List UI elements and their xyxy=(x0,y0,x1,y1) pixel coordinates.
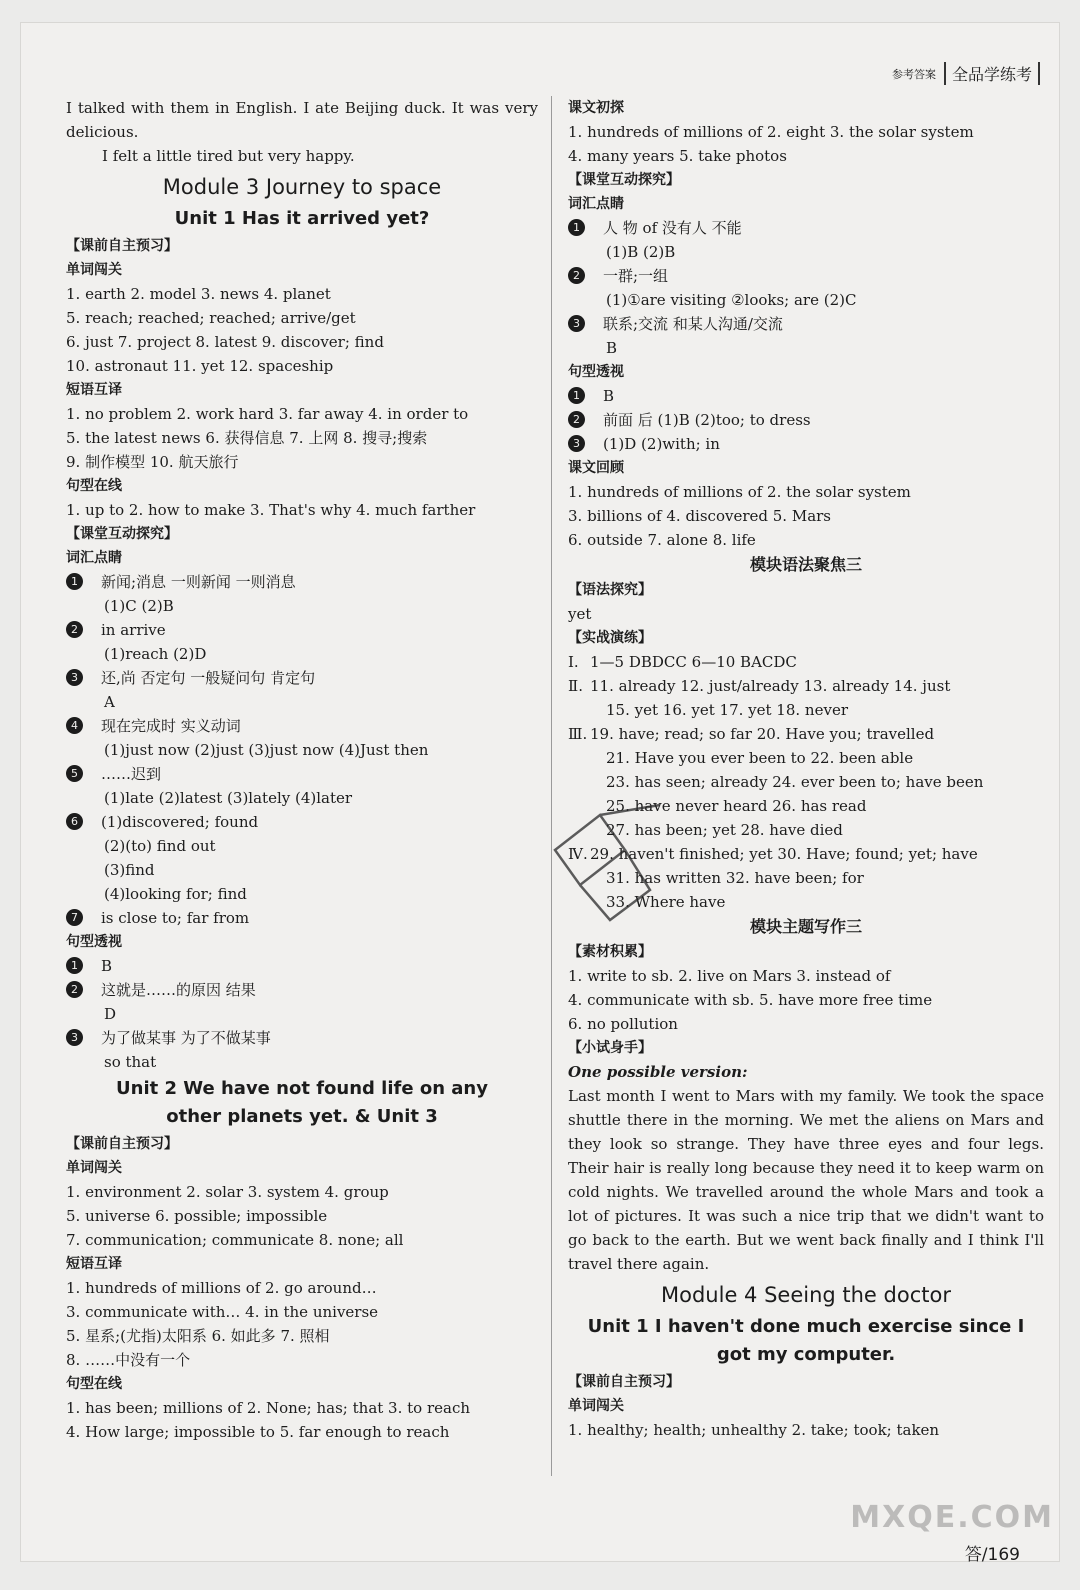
circle-number-icon: 1 xyxy=(568,387,585,404)
sub-answer: (1)C (2)B xyxy=(104,597,174,615)
circle-number-icon: 1 xyxy=(568,219,585,236)
circle-number-icon: 1 xyxy=(66,957,83,974)
answer-line: 1. has been; millions of 2. None; has; that 3. to reach xyxy=(66,1399,471,1417)
bracket-heading: 【课堂互动探究】 xyxy=(568,172,680,188)
right-column xyxy=(568,96,1044,1442)
answer-text: (1)discovered; found xyxy=(101,813,259,831)
page-number: 答/169 xyxy=(964,1545,1020,1565)
answer-line: 4. many years 5. take photos xyxy=(568,147,787,165)
numbered-answer xyxy=(568,384,1044,408)
section-label: 词汇点睛 xyxy=(568,196,624,212)
answer-text: ……迟到 xyxy=(101,765,162,783)
sub-answer: (1)late (2)latest (3)lately (4)later xyxy=(104,789,353,807)
answer-text: (1)D (2)with; in xyxy=(603,435,720,453)
answer-line: 1. hundreds of millions of 2. eight 3. the solar system xyxy=(568,123,974,141)
version-label: One possible version: xyxy=(568,1063,748,1081)
module-title: Module 3 Journey to space xyxy=(162,175,442,199)
section-label: 课文初探 xyxy=(568,100,624,116)
answer-line: 6. just 7. project 8. latest 9. discover; find xyxy=(66,333,384,351)
numbered-answer xyxy=(568,408,1044,432)
bracket-heading: 【素材积累】 xyxy=(568,944,652,960)
sub-answer: 27. has been; yet 28. have died xyxy=(606,821,843,839)
sub-answer: 31. has written 32. have been; for xyxy=(606,869,864,887)
sub-answer: (1)just now (2)just (3)just now (4)Just then xyxy=(104,741,429,759)
answer-line: 9. 制作模型 10. 航天旅行 xyxy=(66,453,239,471)
sub-answer: 21. Have you ever been to 22. been able xyxy=(606,749,914,767)
sub-answer: (3)find xyxy=(104,861,155,879)
section-label: 句型在线 xyxy=(66,478,122,494)
section-label: 句型透视 xyxy=(66,934,122,950)
section-label: 句型透视 xyxy=(568,364,624,380)
section-label: 单词闯关 xyxy=(66,262,122,278)
unit-title: got my computer. xyxy=(716,1344,896,1365)
section-label: 单词闯关 xyxy=(66,1160,122,1176)
circle-number-icon: 3 xyxy=(568,315,585,332)
answer-line: 1. no problem 2. work hard 3. far away 4. in order to xyxy=(66,405,469,423)
sub-answer: (1)reach (2)D xyxy=(104,645,207,663)
answer-text: 为了做某事 为了不做某事 xyxy=(101,1029,271,1047)
answer-text: 联系;交流 和某人沟通/交流 xyxy=(603,315,783,333)
numbered-answer xyxy=(568,432,1044,456)
circle-number-icon: 2 xyxy=(66,981,83,998)
circle-number-icon: 3 xyxy=(568,435,585,452)
answer-line: 3. billions of 4. discovered 5. Mars xyxy=(568,507,832,525)
answer-line: 8. ……中没有一个 xyxy=(66,1351,191,1369)
section-title: 模块主题写作三 xyxy=(749,917,862,936)
circle-number-icon: 4 xyxy=(66,717,83,734)
sub-answer: D xyxy=(104,1005,117,1023)
answer-line: 5. 星系;(尤指)太阳系 6. 如此多 7. 照相 xyxy=(66,1327,330,1345)
numbered-answer xyxy=(66,618,538,642)
circle-number-icon: 5 xyxy=(66,765,83,782)
page-header xyxy=(892,62,1040,85)
roman-numeral: Ⅲ. xyxy=(568,725,588,743)
left-column xyxy=(66,96,538,1444)
unit-title: Unit 1 Has it arrived yet? xyxy=(174,208,430,229)
circle-number-icon: 6 xyxy=(66,813,83,830)
roman-numeral: Ⅱ. xyxy=(568,677,583,695)
numbered-answer xyxy=(66,978,538,1002)
answer-line: 1. up to 2. how to make 3. That's why 4. much farther xyxy=(66,501,476,519)
answer-line: 5. universe 6. possible; impossible xyxy=(66,1207,328,1225)
numbered-answer xyxy=(568,312,1044,336)
stamp-mark xyxy=(540,790,690,940)
answer-text: 19. have; read; so far 20. Have you; travelled xyxy=(590,725,935,743)
circle-number-icon: 3 xyxy=(66,669,83,686)
answer-text: 一群;一组 xyxy=(603,267,669,285)
roman-numeral: Ⅰ. xyxy=(568,653,579,671)
answer-text: 现在完成时 实义动词 xyxy=(101,717,241,735)
header-tag: 参考答案 xyxy=(891,67,936,81)
sub-answer: 25. have never heard 26. has read xyxy=(606,797,867,815)
answer-line: yet xyxy=(568,605,592,623)
sub-answer: 23. has seen; already 24. ever been to; have been xyxy=(606,773,984,791)
roman-answer xyxy=(568,674,1044,698)
unit-title: Unit 2 We have not found life on any xyxy=(116,1078,488,1099)
circle-number-icon: 3 xyxy=(66,1029,83,1046)
sub-answer: 33. Where have xyxy=(606,893,726,911)
section-label: 短语互译 xyxy=(66,382,122,398)
numbered-answer xyxy=(66,714,538,738)
bracket-heading: 【小试身手】 xyxy=(568,1040,652,1056)
answer-text: 还,尚 否定句 一般疑问句 肯定句 xyxy=(101,669,316,687)
section-label: 词汇点睛 xyxy=(66,550,122,566)
numbered-answer xyxy=(66,762,538,786)
sub-answer: (1)①are visiting ②looks; are (2)C xyxy=(606,291,857,309)
unit-title: other planets yet. & Unit 3 xyxy=(166,1106,438,1127)
answer-line: 7. communication; communicate 8. none; all xyxy=(66,1231,404,1249)
section-label: 句型在线 xyxy=(66,1376,122,1392)
roman-answer xyxy=(568,650,1044,674)
header-brand: 全品学练考 xyxy=(944,62,1040,85)
section-label: 短语互译 xyxy=(66,1256,122,1272)
circle-number-icon: 1 xyxy=(66,573,83,590)
answer-line: 1. write to sb. 2. live on Mars 3. instead of xyxy=(568,967,891,985)
numbered-answer xyxy=(66,1026,538,1050)
answer-line: 3. communicate with… 4. in the universe xyxy=(66,1303,379,1321)
bracket-heading: 【实战演练】 xyxy=(568,630,652,646)
answer-text: 29. haven't finished; yet 30. Have; found; yet; have xyxy=(590,845,978,863)
bracket-heading: 【课前自主预习】 xyxy=(66,238,178,254)
answer-line: 5. the latest news 6. 获得信息 7. 上网 8. 搜寻;搜索 xyxy=(66,429,428,447)
answer-line: 6. outside 7. alone 8. life xyxy=(568,531,756,549)
answer-text: 新闻;消息 一则新闻 一则消息 xyxy=(101,573,296,591)
answer-line: 1. environment 2. solar 3. system 4. group xyxy=(66,1183,389,1201)
numbered-answer xyxy=(568,216,1044,240)
column-divider xyxy=(551,96,552,1476)
sub-answer: (2)(to) find out xyxy=(104,837,216,855)
bracket-heading: 【课前自主预习】 xyxy=(66,1136,178,1152)
answer-line: 5. reach; reached; reached; arrive/get xyxy=(66,309,356,327)
numbered-answer xyxy=(66,666,538,690)
site-watermark: MXQE.COM xyxy=(850,1500,1054,1535)
answer-line: 1. earth 2. model 3. news 4. planet xyxy=(66,285,331,303)
section-label: 单词闯关 xyxy=(568,1398,624,1414)
answer-text: in arrive xyxy=(101,621,166,639)
paragraph: I felt a little tired but very happy. xyxy=(102,147,355,165)
answer-text: B xyxy=(101,957,113,975)
answer-text: 前面 后 (1)B (2)too; to dress xyxy=(603,411,811,429)
answer-line: 1. healthy; health; unhealthy 2. take; took; taken xyxy=(568,1421,940,1439)
sub-answer: so that xyxy=(104,1053,157,1071)
numbered-answer xyxy=(66,906,538,930)
bracket-heading: 【课前自主预习】 xyxy=(568,1374,680,1390)
answer-text: 11. already 12. just/already 13. already 14. just xyxy=(590,677,951,695)
answer-line: 10. astronaut 11. yet 12. spaceship xyxy=(66,357,334,375)
section-title: 模块语法聚焦三 xyxy=(749,555,862,574)
bracket-heading: 【课堂互动探究】 xyxy=(66,526,178,542)
roman-numeral: Ⅳ. xyxy=(568,845,588,863)
answer-text: 这就是……的原因 结果 xyxy=(101,981,256,999)
paragraph: Last month I went to Mars with my family. We took the space shuttle there in the morning. We met the aliens on Mars and they look so strange. They have three eyes and four legs. Their hair is really long because they need it to keep warm on cold nights. We travelled around the whole Mars and took a lot of pictures. It was such a nice trip that we didn't want to go back to the earth. But we went back finally and I think I'll travel there again. xyxy=(568,1087,1044,1273)
sub-answer: 15. yet 16. yet 17. yet 18. never xyxy=(606,701,848,719)
paragraph: I talked with them in English. I ate Beijing duck. It was very delicious. xyxy=(66,99,538,141)
numbered-answer xyxy=(66,570,538,594)
answer-text: 人 物 of 没有人 不能 xyxy=(603,219,742,237)
numbered-answer xyxy=(568,264,1044,288)
answer-line: 4. How large; impossible to 5. far enough to reach xyxy=(66,1423,450,1441)
module-title: Module 4 Seeing the doctor xyxy=(661,1283,951,1307)
answer-text: 1—5 DBDCC 6—10 BACDC xyxy=(590,653,797,671)
answer-text: B xyxy=(603,387,615,405)
section-label: 课文回顾 xyxy=(568,460,624,476)
circle-number-icon: 7 xyxy=(66,909,83,926)
answer-line: 4. communicate with sb. 5. have more free time xyxy=(568,991,933,1009)
numbered-answer xyxy=(66,810,538,834)
sub-answer: (4)looking for; find xyxy=(104,885,247,903)
circle-number-icon: 2 xyxy=(66,621,83,638)
answer-line: 1. hundreds of millions of 2. the solar system xyxy=(568,483,911,501)
sub-answer: (1)B (2)B xyxy=(606,243,676,261)
bracket-heading: 【语法探究】 xyxy=(568,582,652,598)
answer-line: 1. hundreds of millions of 2. go around… xyxy=(66,1279,377,1297)
sub-answer: B xyxy=(606,339,618,357)
numbered-answer xyxy=(66,954,538,978)
circle-number-icon: 2 xyxy=(568,267,585,284)
answer-text: is close to; far from xyxy=(101,909,250,927)
roman-answer xyxy=(568,722,1044,746)
circle-number-icon: 2 xyxy=(568,411,585,428)
sub-answer: A xyxy=(104,693,115,711)
unit-title: Unit 1 I haven't done much exercise since I xyxy=(587,1316,1025,1337)
answer-line: 6. no pollution xyxy=(568,1015,678,1033)
